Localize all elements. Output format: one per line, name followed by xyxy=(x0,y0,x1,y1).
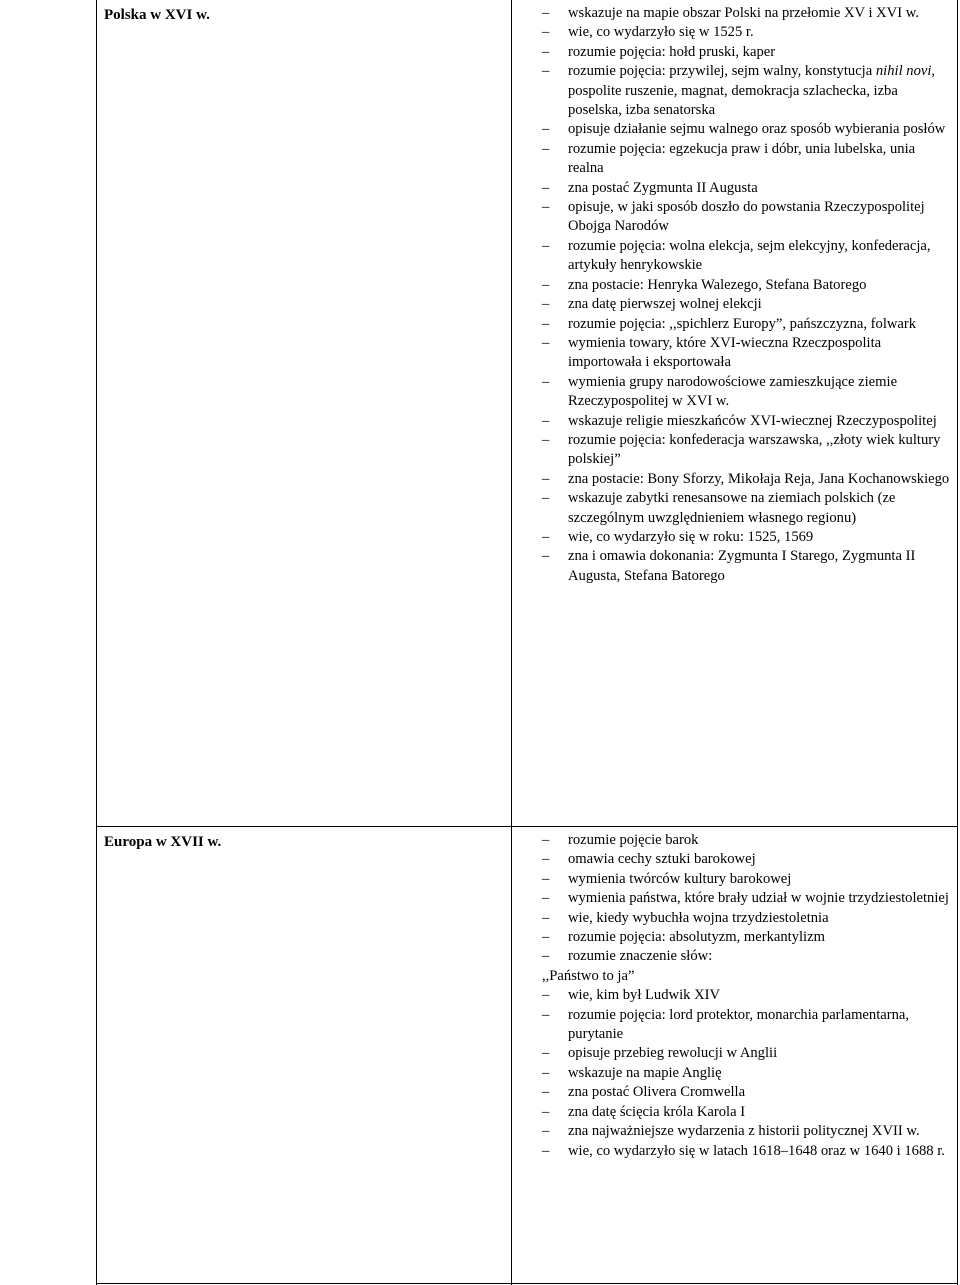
requirement-item xyxy=(542,850,952,869)
dash-marker: – xyxy=(542,987,550,1004)
table-left-border xyxy=(96,0,97,1285)
requirement-text: wie, kiedy wybuchła wojna trzydziestoletnia xyxy=(568,909,829,926)
requirement-text: rozumie pojęcia: hołd pruski, kaper xyxy=(568,43,776,60)
dash-marker: – xyxy=(542,528,550,545)
requirement-item xyxy=(542,431,952,470)
requirement-text: rozumie pojęcia: absolutyzm, merkantylizm xyxy=(568,929,825,946)
requirement-text: wskazuje na mapie Anglię xyxy=(568,1064,722,1081)
requirement-text: wie, co wydarzyło się w latach 1618–1648 oraz w 1640 i 1688 r. xyxy=(568,1142,945,1159)
dash-marker: – xyxy=(542,179,550,196)
requirement-item xyxy=(542,909,952,928)
requirement-text: , pospolite ruszenie, magnat, demokracja szlachecka, izba poselska, izba senatorska xyxy=(568,63,936,119)
dash-marker: – xyxy=(542,412,550,429)
requirement-item xyxy=(542,334,952,373)
requirement-item xyxy=(542,198,952,237)
requirements-list-1 xyxy=(542,4,952,586)
requirement-item xyxy=(542,4,952,23)
requirement-item xyxy=(542,889,952,908)
topic-cell-2: Europa w XVII w. xyxy=(104,834,222,850)
requirement-item xyxy=(542,23,952,42)
dash-marker: – xyxy=(542,373,550,390)
requirement-item xyxy=(542,1122,952,1141)
dash-marker: – xyxy=(542,43,550,60)
requirement-item xyxy=(542,1083,952,1102)
requirement-text: rozumie pojęcia: egzekucja praw i dóbr, unia lubelska, unia realna xyxy=(568,140,916,177)
requirement-item xyxy=(542,928,952,947)
dash-marker: – xyxy=(542,909,550,926)
requirement-text: zna postacie: Bony Sforzy, Mikołaja Reja, Jana Kochanowskiego xyxy=(568,470,950,487)
requirement-item xyxy=(542,120,952,139)
requirement-text: zna i omawia dokonania: Zygmunta I Starego, Zygmunta II Augusta, Stefana Batorego xyxy=(568,548,916,584)
requirement-text: rozumie pojęcia: lord protektor, monarchia parlamentarna, purytanie xyxy=(568,1006,910,1043)
requirement-item xyxy=(542,489,952,528)
requirement-text: opisuje działanie sejmu walnego oraz sposób wybierania posłów xyxy=(568,121,946,138)
requirements-list-2 xyxy=(542,831,952,1161)
requirement-item xyxy=(542,470,952,489)
requirement-text: wymienia grupy narodowościowe zamieszkujące ziemie Rzeczypospolitej w XVI w. xyxy=(568,373,898,410)
requirement-item xyxy=(542,947,952,966)
requirement-item xyxy=(542,870,952,889)
requirement-item xyxy=(542,43,952,62)
requirement-text: omawia cechy sztuki barokowej xyxy=(568,851,756,868)
requirement-text: rozumie pojęcia: przywilej, sejm walny, konstytucja xyxy=(568,63,876,80)
dash-marker: – xyxy=(542,1123,550,1140)
dash-marker: – xyxy=(542,1084,550,1101)
requirement-item xyxy=(542,315,952,334)
requirement-item xyxy=(542,1006,952,1045)
dash-marker: – xyxy=(542,890,550,907)
requirement-text: rozumie znaczenie słów: xyxy=(568,948,713,965)
dash-marker: – xyxy=(542,1006,550,1023)
requirement-text: wymienia państwa, które brały udział w wojnie trzydziestoletniej xyxy=(568,890,949,907)
requirement-text: nihil novi xyxy=(875,63,932,80)
requirement-text: wymienia towary, które XVI-wieczna Rzeczpospolita importowała i eksportowała xyxy=(568,334,882,371)
dash-marker: – xyxy=(542,5,550,21)
dash-marker: – xyxy=(542,929,550,946)
requirement-item xyxy=(542,179,952,198)
dash-marker: – xyxy=(542,199,550,216)
requirement-text: zna postać Zygmunta II Augusta xyxy=(568,179,758,196)
requirement-item xyxy=(542,967,952,986)
requirement-text: rozumie pojęcia: konfederacja warszawska, ,,złoty wiek kultury polskiej” xyxy=(568,431,941,468)
requirement-item xyxy=(542,140,952,179)
dash-marker: – xyxy=(542,24,550,41)
requirement-text: rozumie pojęcia: ,,spichlerz Europy”, pańszczyzna, folwark xyxy=(568,315,917,332)
requirement-item xyxy=(542,1044,952,1063)
dash-marker: – xyxy=(542,1142,550,1159)
table-right-border xyxy=(957,0,958,1285)
requirement-text: zna datę pierwszej wolnej elekcji xyxy=(568,296,762,313)
requirement-item xyxy=(542,237,952,276)
dash-marker: – xyxy=(542,276,550,293)
dash-marker: – xyxy=(542,490,550,507)
requirement-text: wskazuje religie mieszkańców XVI-wiecznej Rzeczypospolitej xyxy=(568,412,937,429)
dash-marker: – xyxy=(542,470,550,487)
requirement-text: wskazuje na mapie obszar Polski na przełomie XV i XVI w. xyxy=(568,5,919,21)
requirement-text: zna najważniejsze wydarzenia z historii politycznej XVII w. xyxy=(568,1123,920,1140)
dash-marker: – xyxy=(542,1064,550,1081)
dash-marker: – xyxy=(542,140,550,157)
requirement-item xyxy=(542,1103,952,1122)
dash-marker: – xyxy=(542,832,550,848)
requirement-text: opisuje, w jaki sposób doszło do powstania Rzeczypospolitej Obojga Narodów xyxy=(568,199,925,235)
dash-marker: – xyxy=(542,1103,550,1120)
dash-marker: – xyxy=(542,851,550,868)
requirement-text: wymienia twórców kultury barokowej xyxy=(568,870,792,887)
dash-marker: – xyxy=(542,237,550,254)
requirement-item xyxy=(542,412,952,431)
topic-cell-1: Polska w XVI w. xyxy=(104,7,210,23)
dash-marker: – xyxy=(542,1045,550,1062)
dash-marker: – xyxy=(542,121,550,138)
requirement-item xyxy=(542,1142,952,1161)
row-divider xyxy=(96,826,958,827)
requirement-text: wie, kim był Ludwik XIV xyxy=(568,987,721,1004)
dash-marker: – xyxy=(542,948,550,965)
dash-marker: – xyxy=(542,63,550,80)
requirement-text: zna datę ścięcia króla Karola I xyxy=(568,1103,746,1120)
requirement-text: ,,Państwo to ja” xyxy=(542,967,635,984)
table-bottom-border xyxy=(96,1283,958,1284)
requirement-text: wie, co wydarzyło się w roku: 1525, 1569 xyxy=(568,528,814,545)
requirement-text: wie, co wydarzyło się w 1525 r. xyxy=(568,24,754,41)
requirement-text: rozumie pojęcia: wolna elekcja, sejm elekcyjny, konfederacja, artykuły henrykowskie xyxy=(568,237,931,274)
dash-marker: – xyxy=(542,296,550,313)
requirement-item xyxy=(542,373,952,412)
requirement-item xyxy=(542,547,952,586)
dash-marker: – xyxy=(542,431,550,448)
requirement-item xyxy=(542,295,952,314)
dash-marker: – xyxy=(542,548,550,565)
requirement-item xyxy=(542,528,952,547)
requirement-text: wskazuje zabytki renesansowe na ziemiach polskich (ze szczególnym uwzględnieniem własnego regionu) xyxy=(568,490,896,526)
requirement-item xyxy=(542,1064,952,1083)
requirement-text: zna postać Olivera Cromwella xyxy=(568,1084,746,1101)
dash-marker: – xyxy=(542,315,550,332)
requirement-text: zna postacie: Henryka Walezego, Stefana Batorego xyxy=(568,276,867,293)
requirement-item xyxy=(542,831,952,850)
requirement-text: rozumie pojęcie barok xyxy=(568,832,699,848)
requirement-item xyxy=(542,986,952,1005)
dash-marker: – xyxy=(542,870,550,887)
table-column-divider xyxy=(511,0,512,1285)
requirement-item xyxy=(542,62,952,120)
requirement-text: opisuje przebieg rewolucji w Anglii xyxy=(568,1045,778,1062)
requirement-item xyxy=(542,276,952,295)
dash-marker: – xyxy=(542,334,550,351)
